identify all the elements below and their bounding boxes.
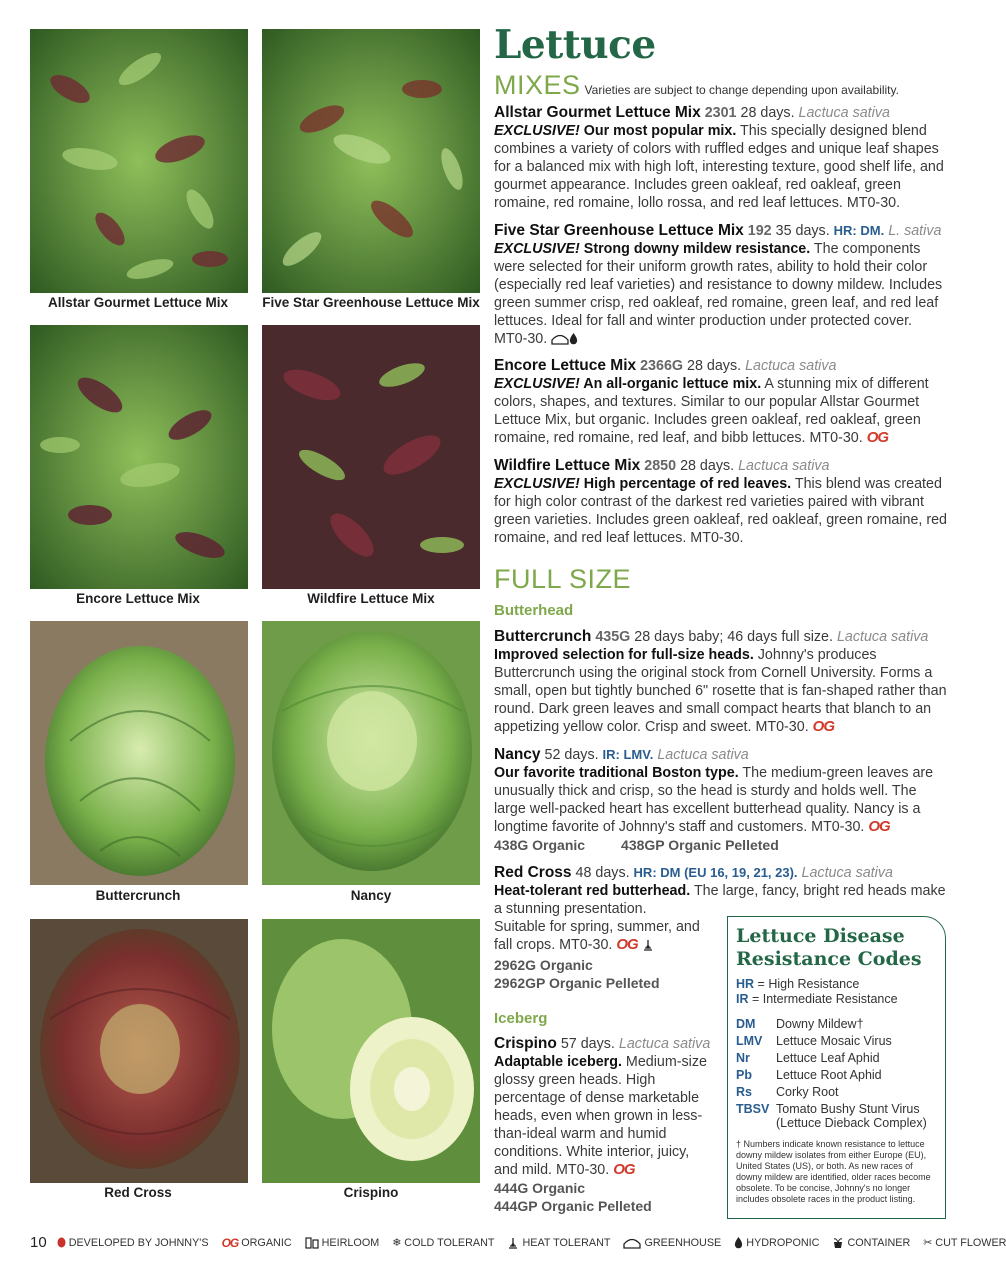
crispino-photo (262, 919, 480, 1183)
legend-label: COLD TOLERANT (404, 1236, 495, 1249)
latin-name: Lactuca sativa (798, 105, 890, 121)
hr-abbr: HR (736, 977, 755, 991)
product-description: The large, fancy, bright red heads make a stunning presentation. (494, 883, 946, 917)
product-lead: An all-organic lettuce mix. (583, 376, 762, 392)
scissors-icon: ✂ (923, 1237, 933, 1249)
full-size-heading-row (494, 564, 949, 595)
disease-name: Lettuce Root Aphid (776, 1067, 882, 1082)
packet-option[interactable]: 444GP Organic Pelleted (494, 1198, 652, 1214)
product-name: Encore Lettuce Mix (494, 357, 637, 374)
days-to-maturity: 28 days. (687, 358, 742, 374)
legend-item (507, 1237, 610, 1249)
product-entry-crispino (494, 1035, 714, 1215)
days-to-maturity: 57 days. (560, 1036, 615, 1052)
ir-abbr: IR (736, 992, 749, 1006)
product-name: Buttercrunch (494, 628, 592, 645)
legend-item (623, 1237, 721, 1249)
product-description: Johnny's produces Buttercrunch using the original stock from Cornell University. Forms a small, open but tightly bunched 6" rosette that is fan-shaped rather than round. Dark green leaves and small compact hearts that blanch to an appetizing yellow color. Crisp and sweet. MT0-30. (494, 647, 947, 735)
product-code: 2366G (640, 358, 684, 374)
snowflake-icon: ❄ (392, 1237, 402, 1249)
product-code: 435G (595, 629, 631, 645)
disease-abbr: TBSV (736, 1101, 770, 1116)
subsection-iceberg: Iceberg (494, 1010, 548, 1027)
legend-label: DEVELOPED BY JOHNNY'S (68, 1236, 209, 1249)
packet-option[interactable]: 438G Organic (494, 837, 586, 853)
product-name: Wildfire Lettuce Mix (494, 457, 641, 474)
product-name: Allstar Gourmet Lettuce Mix (494, 104, 701, 121)
disease-abbr: Rs (736, 1084, 752, 1099)
latin-name: Lactuca sativa (801, 865, 893, 881)
photo-caption: Allstar Gourmet Lettuce Mix (47, 295, 229, 310)
product-description: The components were selected for their uniform growth rates, ability to hold their color (especially red leaf varieties) and resistance to downy mildew. Includes green summer crisp, red oakleaf, red romaine, green leaf, and red leaf lettuces. Ideal for fall and winter production under protected cover. MT0-30. (494, 241, 943, 347)
encore-mix-photo (30, 325, 248, 589)
product-code: 2850 (644, 458, 677, 474)
product-code: 192 (747, 223, 772, 239)
product-lead: Improved selection for full-size heads. (494, 647, 754, 663)
legend-item (305, 1237, 380, 1249)
latin-name: L. sativa (888, 223, 942, 239)
legend-item (222, 1236, 292, 1250)
product-name: Five Star Greenhouse Lettuce Mix (494, 222, 744, 239)
disease-abbr: Nr (736, 1050, 750, 1065)
product-entry-nancy (494, 746, 949, 854)
red-cross-photo (30, 919, 248, 1183)
page-title: Lettuce (494, 22, 656, 68)
section-heading-full-size: FULL SIZE (494, 564, 632, 594)
legend-item (923, 1236, 1006, 1249)
heirloom-icon (305, 1237, 319, 1249)
organic-og-icon: OG (221, 1235, 239, 1250)
packet-option[interactable]: 438GP Organic Pelleted (621, 837, 779, 853)
disease-abbr: Pb (736, 1067, 752, 1082)
table-row (736, 1066, 937, 1083)
product-lead: Adaptable iceberg. (494, 1054, 622, 1070)
organic-og-icon: OG (812, 718, 835, 735)
legend-label: ORGANIC (241, 1236, 292, 1249)
table-row (736, 1015, 937, 1032)
disease-resistance-box (727, 916, 946, 1219)
organic-og-icon: OG (613, 1161, 635, 1178)
photo-caption: Five Star Greenhouse Lettuce Mix (262, 295, 480, 310)
greenhouse-icon (623, 1237, 641, 1249)
days-to-maturity: 28 days. (740, 105, 795, 121)
buttercrunch-photo (30, 621, 248, 885)
latin-name: Lactuca sativa (745, 358, 837, 374)
legend-label: GREENHOUSE (644, 1236, 722, 1249)
legend-label: HEAT TOLERANT (522, 1236, 611, 1249)
product-lead: Our most popular mix. (583, 123, 737, 139)
product-entry-allstar (494, 104, 949, 212)
organic-og-icon: OG (868, 818, 890, 835)
disease-code-table (736, 1015, 937, 1131)
page-number: 10 (30, 1234, 47, 1251)
days-to-maturity: 48 days. (575, 865, 630, 881)
legend-label: HEIRLOOM (321, 1236, 380, 1249)
product-lead: High percentage of red leaves. (583, 476, 792, 492)
product-description: The medium-green leaves are unusually thick and crisp, so the head is sturdy and holds well. The large well-packed heart has excellent butterhead quality. Nancy is a longtime favorite of Johnny's staff and customers. MT0-30. (494, 765, 934, 835)
disease-name: Downy Mildew† (776, 1016, 864, 1031)
ir-meaning: = Intermediate Resistance (751, 992, 898, 1006)
product-name: Crispino (494, 1035, 557, 1052)
product-description: A stunning mix of different colors, shapes, and textures. Similar to our popular Allstar Gourmet Lettuce Mix, but organic. Includes green oakleaf, red oakleaf, green romaine, red romaine, red leaf, and bibb lettuces. MT0-30. (494, 376, 929, 446)
legend-label: HYDROPONIC (746, 1236, 820, 1249)
organic-og-icon: OG (616, 936, 638, 953)
product-entry-five-star (494, 222, 949, 350)
packet-option[interactable]: 2962GP Organic Pelleted (494, 975, 660, 991)
legend-item (734, 1237, 819, 1249)
table-row (736, 1049, 937, 1066)
product-description: Suitable for spring, summer, and fall crops. MT0-30. (494, 919, 700, 953)
product-lead: Heat-tolerant red butterhead. (494, 883, 691, 899)
product-description: This blend was created for high color contrast of the darkest red varieties paired with vibrant green varieties. Includes green oakleaf, red oakleaf, green romaine, red romaine, and red leaf lettuces. MT0-30. (494, 476, 948, 546)
box-title-line2: Resistance Codes (736, 948, 922, 970)
hr-meaning: = High Resistance (757, 977, 860, 991)
photo-caption: Encore Lettuce Mix (76, 591, 200, 606)
latin-name: Lactuca sativa (618, 1036, 711, 1052)
exclusive-tag: EXCLUSIVE! (494, 476, 580, 492)
johnnys-seed-icon (57, 1237, 66, 1248)
photo-caption: Red Cross (104, 1185, 172, 1200)
product-lead: Strong downy mildew resistance. (583, 241, 811, 257)
product-name: Nancy (494, 746, 541, 763)
photo-caption: Crispino (343, 1185, 399, 1200)
exclusive-tag: EXCLUSIVE! (494, 241, 580, 257)
product-code: 2301 (704, 105, 737, 121)
photo-caption: Nancy (350, 888, 392, 903)
disease-footnote: † Numbers indicate known resistance to lettuce downy mildew isolates from either Europe (EU), United States (US), or both. As new races of downy mildew are identified, older races become obsolete. To be concise, Johnny's no longer includes obsolete races in the product listing. (736, 1139, 931, 1204)
latin-name: Lactuca sativa (836, 629, 929, 645)
legend-item (57, 1237, 209, 1249)
nancy-photo (262, 621, 480, 885)
days-to-maturity: 52 days. (544, 747, 599, 763)
disease-abbr: DM (736, 1016, 756, 1031)
heat-icon (642, 938, 654, 956)
days-to-maturity: 28 days. (680, 458, 735, 474)
heat-icon (507, 1237, 519, 1249)
container-icon (832, 1237, 844, 1249)
product-lead: Our favorite traditional Boston type. (494, 765, 739, 781)
disease-abbr: LMV (736, 1033, 763, 1048)
allstar-mix-photo (30, 29, 248, 293)
table-row (736, 1032, 937, 1049)
table-row (736, 1083, 937, 1100)
product-entry-encore (494, 357, 949, 447)
mixes-heading-row (494, 70, 949, 101)
latin-name: Lactuca sativa (657, 747, 749, 763)
icon-legend-footer (30, 1234, 1006, 1251)
product-entry-buttercrunch (494, 628, 949, 736)
disease-name: Lettuce Mosaic Virus (776, 1033, 892, 1048)
photo-caption: Wildfire Lettuce Mix (307, 591, 435, 606)
resistance-code: IR: LMV. (602, 747, 654, 762)
packet-option[interactable]: 2962G Organic (494, 957, 593, 973)
days-to-maturity: 28 days baby; 46 days full size. (634, 629, 833, 645)
organic-og-icon: OG (866, 429, 889, 446)
product-description: This specially designed blend combines a variety of colors with ruffled edges and unique leaf shapes for a balanced mix with high loft, interesting texture, good shelf life, and gourmet appearance. Includes green oakleaf, red oakleaf, green romaine, red romaine, lollo rossa, and red leaf lettuces. MT0-30. (494, 123, 944, 211)
disease-name: Tomato Bushy Stunt Virus (Lettuce Dieback Complex) (776, 1101, 927, 1130)
section-heading-mixes: MIXES (494, 70, 581, 100)
legend-item (392, 1236, 494, 1249)
availability-note: Varieties are subject to change depending upon availability. (584, 83, 899, 97)
greenhouse-icon (551, 332, 569, 350)
legend-item (832, 1237, 910, 1249)
water-drop-icon (734, 1237, 743, 1249)
legend-label: CONTAINER (847, 1236, 911, 1249)
exclusive-tag: EXCLUSIVE! (494, 376, 580, 392)
product-description: Medium-size glossy green heads. High percentage of dense marketable heads, even when grown in less-than-ideal warm and humid conditions. White interior, juicy, and mild. MT0-30. (494, 1054, 707, 1178)
disease-name: Corky Root (776, 1084, 839, 1099)
wildfire-mix-photo (262, 325, 480, 589)
product-entry-wildfire (494, 457, 949, 547)
resistance-code: HR: DM. (833, 223, 885, 238)
latin-name: Lactuca sativa (738, 458, 830, 474)
box-title-line1: Lettuce Disease (736, 925, 905, 947)
subsection-butterhead: Butterhead (494, 602, 574, 619)
disease-name: Lettuce Leaf Aphid (776, 1050, 880, 1065)
water-drop-icon (569, 332, 578, 350)
legend-label: CUT FLOWER (935, 1236, 1006, 1249)
five-star-mix-photo (262, 29, 480, 293)
days-to-maturity: 35 days. (775, 223, 830, 239)
resistance-code: HR: DM (EU 16, 19, 21, 23). (633, 865, 798, 880)
exclusive-tag: EXCLUSIVE! (494, 123, 580, 139)
packet-option[interactable]: 444G Organic (494, 1180, 586, 1196)
photo-caption: Buttercrunch (95, 888, 181, 903)
table-row (736, 1100, 937, 1131)
product-name: Red Cross (494, 864, 572, 881)
